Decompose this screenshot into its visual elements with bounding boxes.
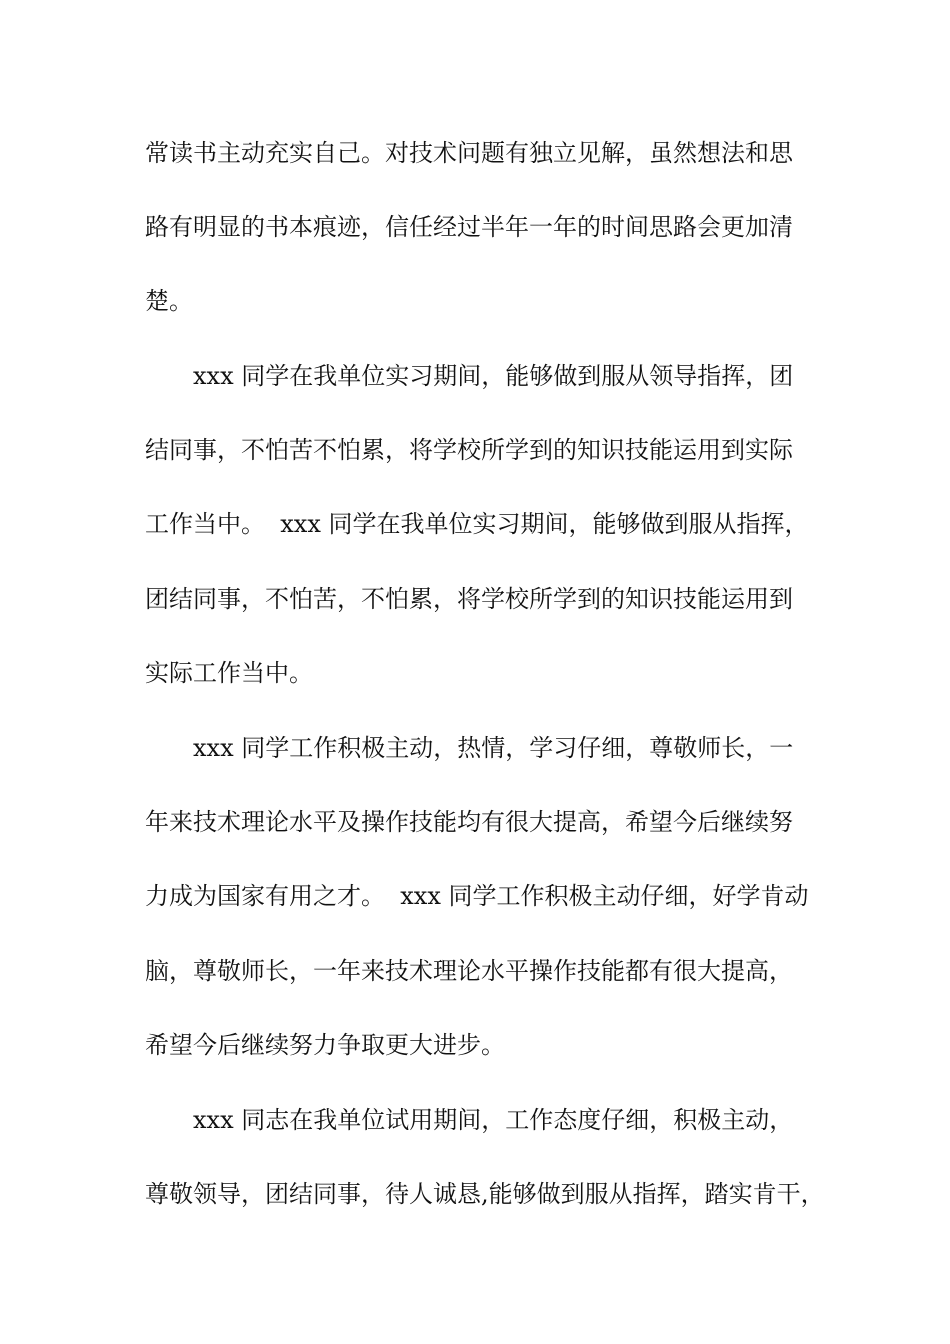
text-line: 楚。 <box>145 287 193 315</box>
text-line: 实际工作当中。 <box>145 659 313 687</box>
paragraph-start-line: xxx 同学在我单位实习期间，能够做到服从领导指挥，团 <box>193 362 794 390</box>
text-line: 工作当中。 xxx 同学在我单位实习期间，能够做到服从指挥， <box>145 510 809 538</box>
text-line: 路有明显的书本痕迹，信任经过半年一年的时间思路会更加清 <box>145 213 793 241</box>
paragraph-start-line: xxx 同志在我单位试用期间，工作态度仔细，积极主动， <box>193 1106 794 1134</box>
text-line: 力成为国家有用之才。 xxx 同学工作积极主动仔细，好学肯动 <box>145 882 809 910</box>
text-line: 年来技术理论水平及操作技能均有很大提高，希望今后继续努 <box>145 808 793 836</box>
text-line: 常读书主动充实自己。对技术问题有独立见解，虽然想法和思 <box>145 139 793 167</box>
text-line: 结同事，不怕苦不怕累，将学校所学到的知识技能运用到实际 <box>145 436 793 464</box>
text-line: 脑，尊敬师长，一年来技术理论水平操作技能都有很大提高， <box>145 957 793 985</box>
text-line: 希望今后继续努力争取更大进步。 <box>145 1031 505 1059</box>
paragraph-start-line: xxx 同学工作积极主动，热情，学习仔细，尊敬师长，一 <box>193 734 794 762</box>
text-line: 团结同事，不怕苦，不怕累，将学校所学到的知识技能运用到 <box>145 585 793 613</box>
text-line: 尊敬领导，团结同事，待人诚恳,能够做到服从指挥，踏实肯干， <box>145 1180 825 1208</box>
